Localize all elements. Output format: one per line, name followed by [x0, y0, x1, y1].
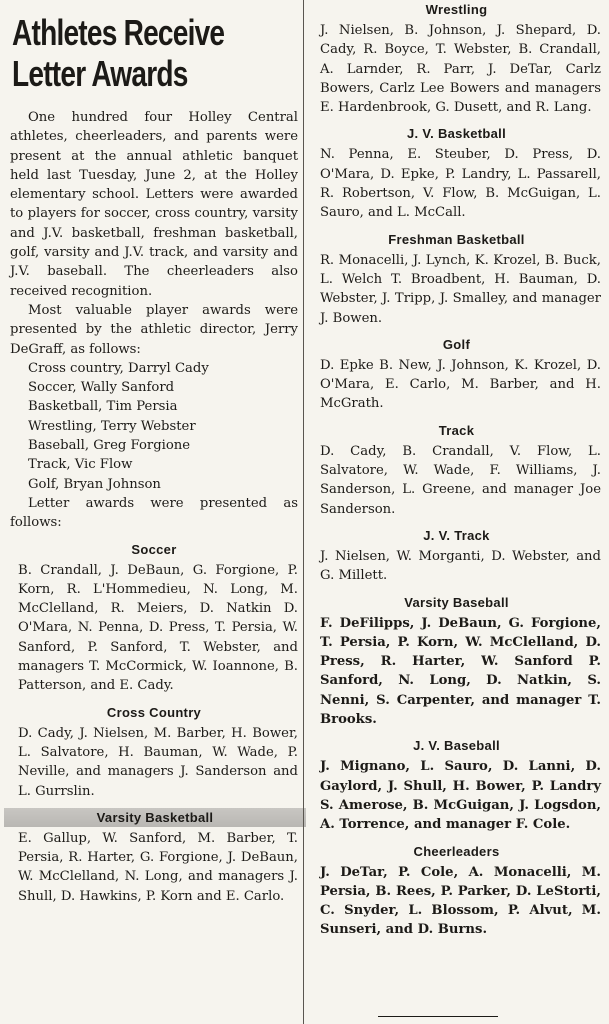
mvp-award-list [10, 359, 298, 494]
section-heading-track: Track [438, 422, 475, 438]
section-heading-wrestling: Wrestling [425, 2, 488, 17]
section-names-track: D. Cady, B. Crandall, V. Flow, L. Salvatore, W. Wade, F. Williams, J. Sanderson, L. Greene, and manager Joe Sanderson. [320, 443, 601, 517]
mvp-award-item: Golf, Bryan Johnson [28, 476, 161, 492]
section-names-wrestling: J. Nielsen, B. Johnson, J. Shepard, D. Cady, R. Boyce, T. Webster, B. Crandall, A. Larnder, R. Parr, J. DeTar, Carlz Bowers, Carlz Lee Bowers and managers E. Hardenbrook, G. Dusett, and R. Lang. [320, 23, 601, 116]
section-heading-golf: Golf [442, 336, 471, 352]
mvp-award-item: Baseball, Greg Forgione [28, 438, 191, 454]
mvp-award-item: Track, Vic Flow [28, 457, 133, 473]
section-names-cross-country: D. Cady, J. Nielsen, M. Barber, H. Bower, L. Salvatore, H. Bauman, W. Wade, P. Neville, and managers J. Sanderson and L. Gurrslin. [18, 725, 298, 799]
section-heading-varsity-basketball: Varsity Basketball [4, 808, 306, 827]
section-heading-cheerleaders: Cheerleaders [413, 843, 500, 859]
section-heading-cross-country: Cross Country [106, 704, 202, 720]
section-names-jv-track: J. Nielsen, W. Morganti, D. Webster, and G. Millett. [320, 548, 601, 584]
mvp-award-item: Basketball, Tim Persia [28, 399, 178, 415]
column-divider [303, 0, 304, 1024]
section-heading-varsity-baseball: Varsity Baseball [404, 594, 509, 610]
section-names-jv-basketball: N. Penna, E. Steuber, D. Press, D. O'Mara, D. Epke, P. Landry, L. Passarell, R. Robertson, V. Flow, B. McGuigan, L. Sauro, and L. McCall. [320, 147, 601, 221]
section-names-soccer: B. Crandall, J. DeBaun, G. Forgione, P. Korn, R. L'Hommedieu, N. Long, M. McClelland, R. Meiers, D. Natkin D. O'Mara, N. Penna, D. Press, T. Persia, W. Sanford, P. Sanford, T. Webster, and managers T. McCormick, W. Ioannone, B. Patterson, and E. Cady. [18, 562, 298, 694]
intro-paragraph: One hundred four Holley Central athletes, cheerleaders, and parents were present at the annual athletic banquet held last Tuesday, June 2, at the Holley elementary school. Letters were awarded to players for soccer, cross country, varsity and J.V. basketball, freshman basketball, golf, varsity and J.V. track, and varsity and J.V. baseball. The cheerleaders also received recognition. [10, 110, 298, 299]
section-names-varsity-basketball: E. Gallup, W. Sanford, M. Barber, T. Persia, R. Harter, G. Forgione, J. DeBaun, W. McClelland, N. Long, and managers J. Shull, D. Hawkins, P. Korn and E. Carlo. [18, 830, 298, 904]
right-column [312, 0, 601, 940]
section-names-cheerleaders: J. DeTar, P. Cole, A. Monacelli, M. Persia, B. Rees, P. Parker, D. LeStorti, C. Snyder, L. Blossom, P. Alvut, M. Sunseri, and D. Burns. [320, 864, 601, 938]
mvp-award-item: Soccer, Wally Sanford [28, 380, 175, 396]
section-names-freshman-basketball: R. Monacelli, J. Lynch, K. Krozel, B. Buck, L. Welch T. Broadbent, H. Bauman, D. Webster, J. Tripp, J. Smalley, and manager J. Bowen. [320, 252, 601, 326]
headline-line-1: Athletes Receive [12, 12, 225, 53]
section-heading-soccer: Soccer [131, 541, 177, 557]
headline-line-2: Letter Awards [12, 53, 188, 94]
section-heading-jv-track: J. V. Track [423, 527, 490, 543]
mvp-award-item: Wrestling, Terry Webster [28, 418, 196, 434]
letters-intro-paragraph: Letter awards were presented as follows: [10, 495, 298, 531]
section-names-jv-baseball: J. Mignano, L. Sauro, D. Lanni, D. Gaylord, J. Shull, H. Bower, P. Landry S. Amerose, B. McGuigan, J. Logsdon, A. Torrence, and manager F. Cole. [320, 759, 601, 833]
section-names-varsity-baseball: F. DeFilipps, J. DeBaun, G. Forgione, T. Persia, P. Korn, W. McClelland, D. Press, R. Harter, W. Sanford P. Sanford, N. Long, D. Natkin, S. Nenni, S. Carpenter, and manager T. Brooks. [320, 615, 601, 728]
section-names-golf: D. Epke B. New, J. Johnson, K. Krozel, D. O'Mara, E. Carlo, M. Barber, and H. McGrath. [320, 357, 601, 412]
section-heading-jv-basketball: J. V. Basketball [407, 126, 506, 142]
left-column [10, 0, 298, 906]
mvp-intro-paragraph: Most valuable player awards were presented by the athletic director, Jerry DeGraff, as follows: [10, 302, 298, 357]
article-headline [12, 12, 235, 94]
article-end-rule [378, 1016, 498, 1017]
section-heading-jv-baseball: J. V. Baseball [413, 738, 500, 754]
mvp-award-item: Cross country, Darryl Cady [28, 360, 209, 376]
section-heading-freshman-basketball: Freshman Basketball [388, 231, 525, 247]
